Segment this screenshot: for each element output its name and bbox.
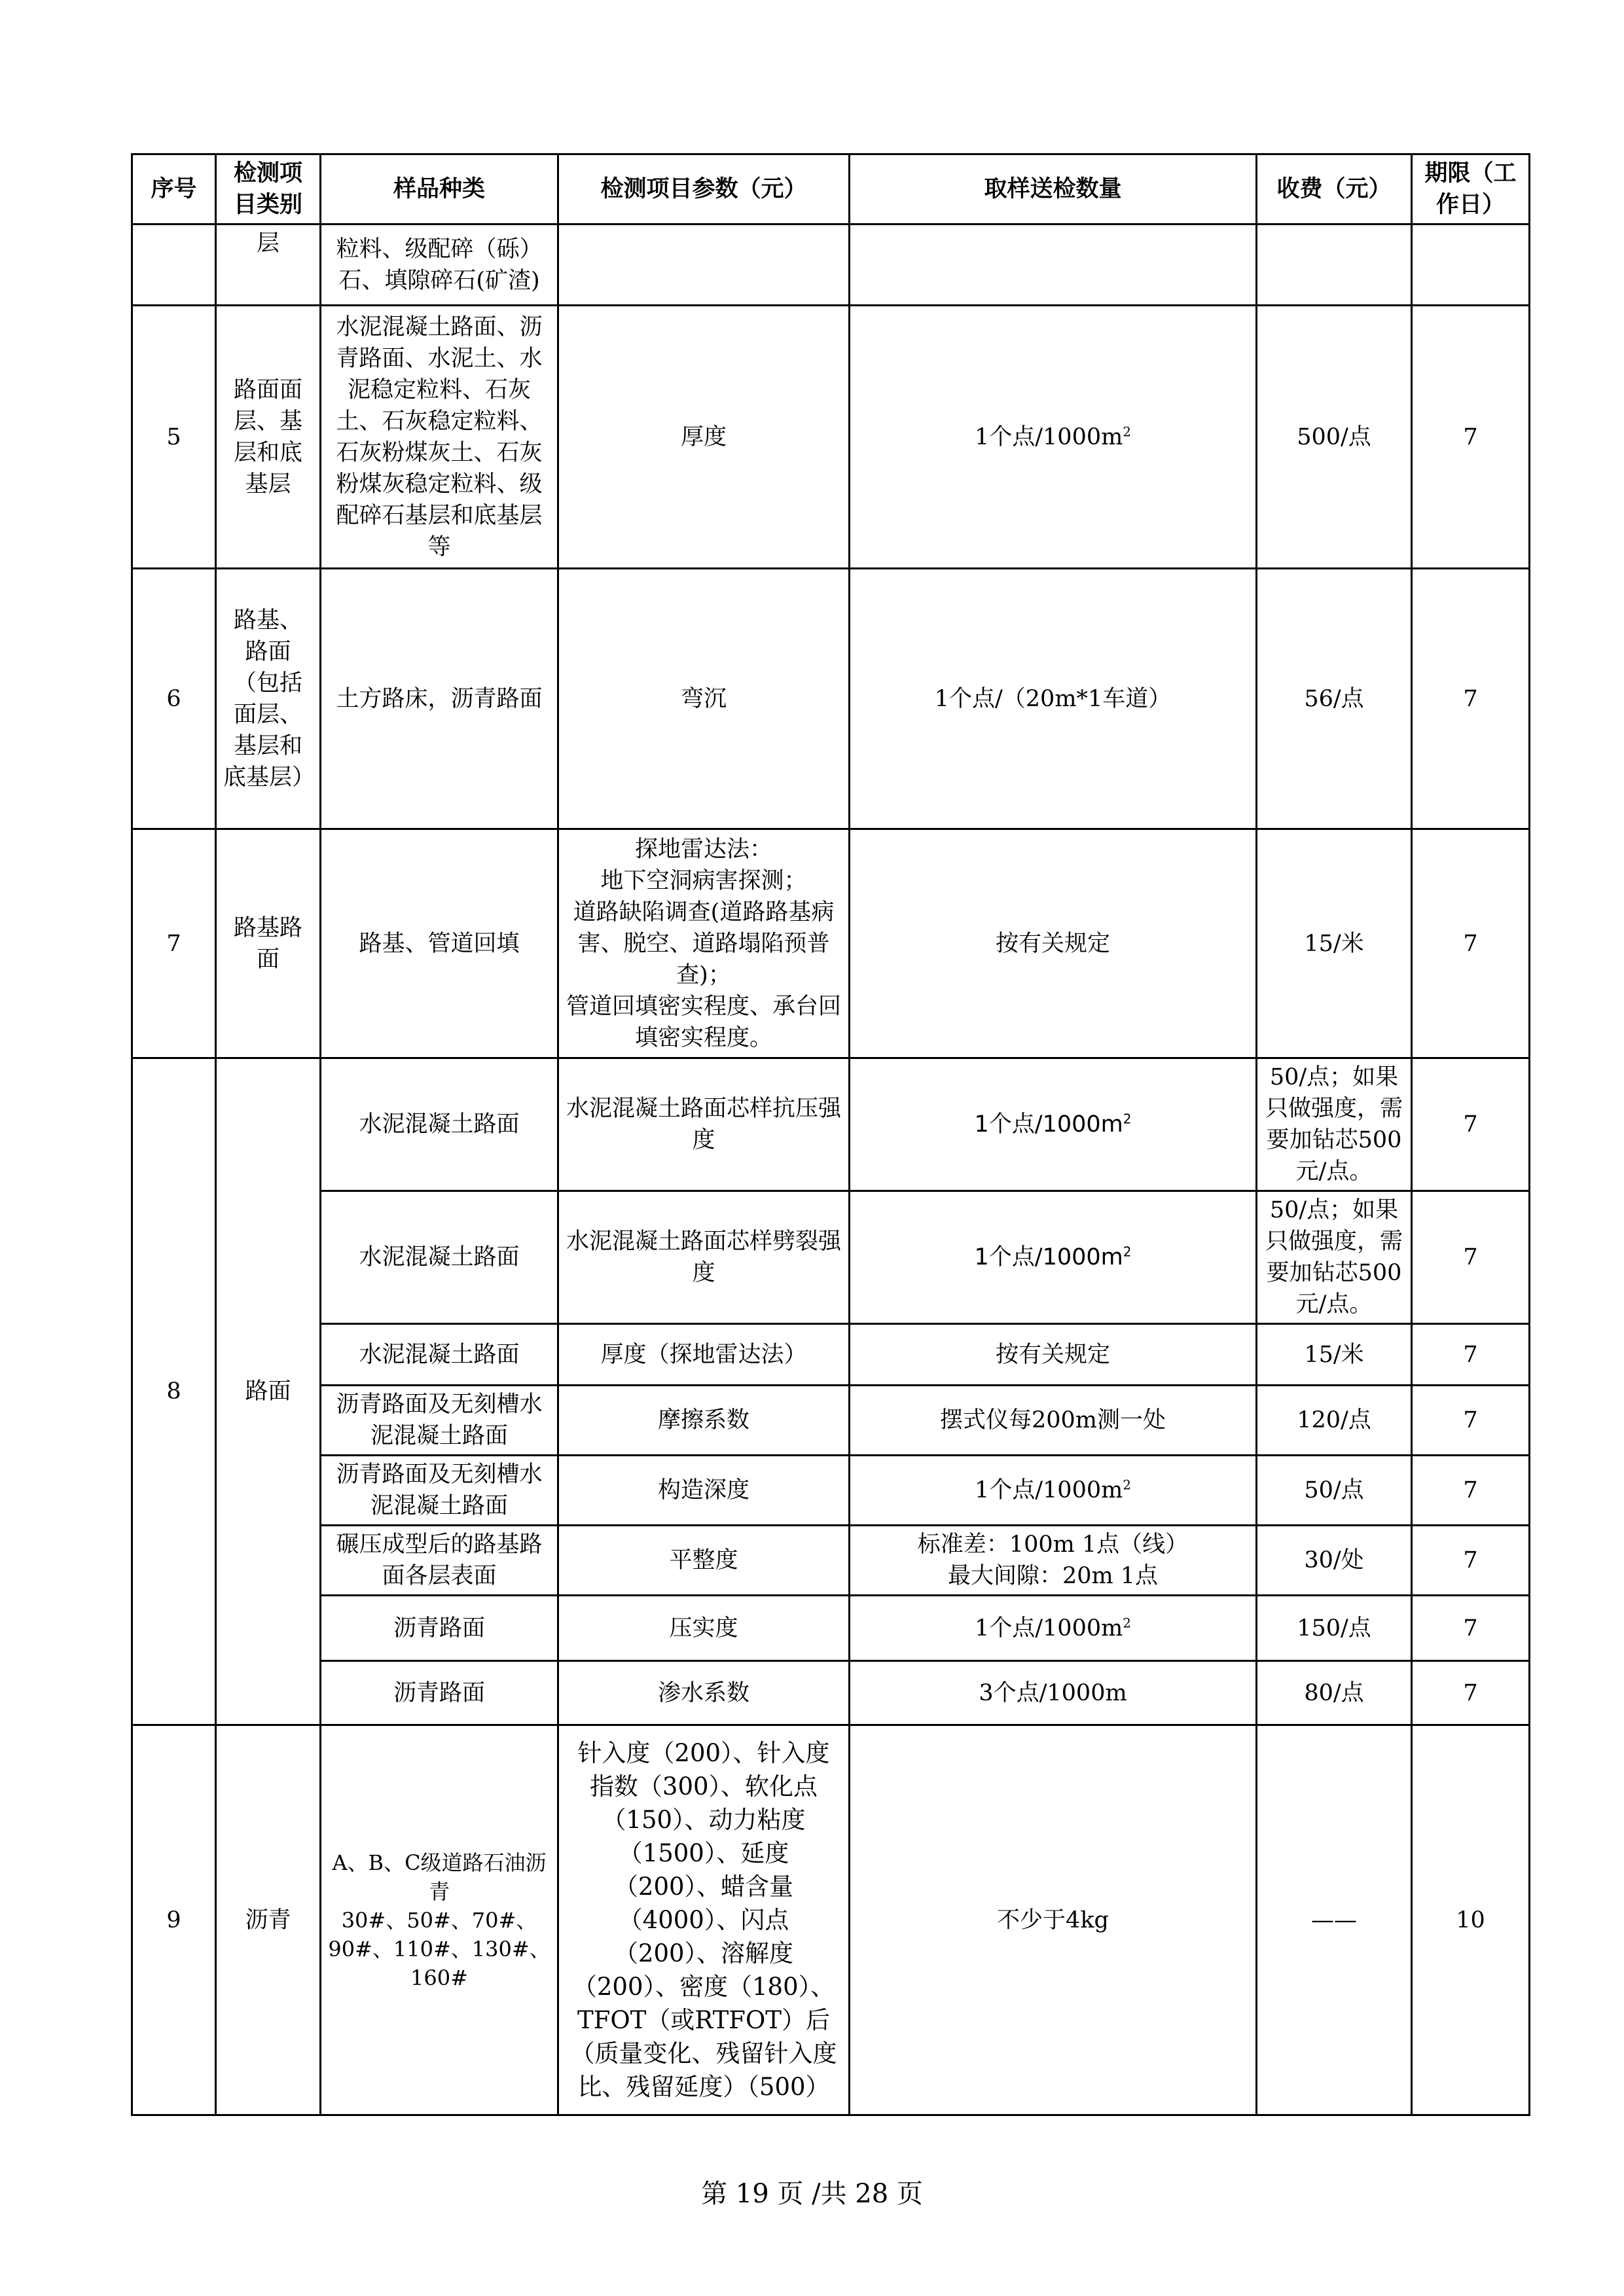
cell-category: 路面面层、基层和底基层	[216, 306, 321, 569]
table-row	[132, 306, 1530, 569]
table-row	[132, 1725, 1530, 2115]
quantity-text: 1个点/1000m	[974, 1244, 1123, 1270]
cell-fee: 50/点	[1257, 1456, 1412, 1526]
table-row	[132, 1191, 1530, 1324]
header-seq: 序号	[132, 154, 216, 224]
cell-quantity	[850, 1596, 1257, 1661]
cell-params: 厚度	[558, 306, 850, 569]
table-row	[132, 1456, 1530, 1526]
quantity-text: 1个点/1000m	[974, 1477, 1123, 1503]
table-row	[132, 1661, 1530, 1725]
cell-fee: 15/米	[1257, 1324, 1412, 1386]
cell-seq: 7	[132, 829, 216, 1058]
cell-period	[1412, 224, 1530, 306]
cell-fee: 50/点；如果只做强度，需要加钻芯500元/点。	[1257, 1191, 1412, 1324]
cell-params: 探地雷达法： 地下空洞病害探测； 道路缺陷调查(道路路基病害、脱空、道路塌陷预普查)； 管道回填密实程度、承台回填密实程度。	[558, 829, 850, 1058]
cell-quantity: 1个点/（20m*1车道）	[850, 569, 1257, 829]
cell-category: 路面	[216, 1058, 321, 1725]
cell-sample: 沥青路面及无刻槽水泥混凝土路面	[321, 1456, 558, 1526]
table-header-row	[132, 154, 1530, 224]
cell-seq: 5	[132, 306, 216, 569]
cell-sample: 土方路床，沥青路面	[321, 569, 558, 829]
cell-period: 7	[1412, 1661, 1530, 1725]
cell-sample: 沥青路面	[321, 1661, 558, 1725]
quantity-superscript: 2	[1123, 1477, 1132, 1493]
cell-fee: 150/点	[1257, 1596, 1412, 1661]
header-category: 检测项目类别	[216, 154, 321, 224]
table-row	[132, 829, 1530, 1058]
cell-params: 弯沉	[558, 569, 850, 829]
quantity-superscript: 2	[1123, 1244, 1132, 1260]
cell-params: 针入度（200）、针入度指数（300）、软化点（150）、动力粘度（1500）、延度（200）、蜡含量（4000）、闪点（200）、溶解度（200）、密度（180）、TFOT（或RTFOT）后（质量变化、残留针入度比、残留延度）（500）	[558, 1725, 850, 2115]
cell-category: 沥青	[216, 1725, 321, 2115]
cell-period: 7	[1412, 569, 1530, 829]
cell-seq: 6	[132, 569, 216, 829]
header-period: 期限（工作日）	[1412, 154, 1530, 224]
cell-fee: 80/点	[1257, 1661, 1412, 1725]
cell-period: 7	[1412, 1191, 1530, 1324]
cell-sample: 水泥混凝土路面	[321, 1058, 558, 1191]
cell-params: 摩擦系数	[558, 1386, 850, 1456]
cell-quantity: 不少于4kg	[850, 1725, 1257, 2115]
cell-fee: ——	[1257, 1725, 1412, 2115]
cell-quantity	[850, 1191, 1257, 1324]
header-sample: 样品种类	[321, 154, 558, 224]
table-row	[132, 1324, 1530, 1386]
cell-sample: 水泥混凝土路面、沥青路面、水泥土、水泥稳定粒料、石灰土、石灰稳定粒料、石灰粉煤灰土、石灰粉煤灰稳定粒料、级配碎石基层和底基层等	[321, 306, 558, 569]
cell-quantity	[850, 306, 1257, 569]
cell-params: 构造深度	[558, 1456, 850, 1526]
cell-period: 7	[1412, 1386, 1530, 1456]
table-row	[132, 569, 1530, 829]
cell-fee: 56/点	[1257, 569, 1412, 829]
cell-fee: 120/点	[1257, 1386, 1412, 1456]
quantity-superscript: 2	[1123, 423, 1132, 439]
cell-period: 7	[1412, 1526, 1530, 1596]
cell-sample: 水泥混凝土路面	[321, 1191, 558, 1324]
cell-fee: 500/点	[1257, 306, 1412, 569]
cell-sample: A、B、C级道路石油沥青 30#、50#、70#、90#、110#、130#、160#	[321, 1725, 558, 2115]
cell-quantity: 3个点/1000m	[850, 1661, 1257, 1725]
cell-fee	[1257, 224, 1412, 306]
quantity-text: 1个点/1000m	[974, 1615, 1123, 1641]
cell-category: 层	[216, 224, 321, 306]
cell-fee: 30/处	[1257, 1526, 1412, 1596]
cell-sample: 水泥混凝土路面	[321, 1324, 558, 1386]
cell-fee: 15/米	[1257, 829, 1412, 1058]
cell-params: 压实度	[558, 1596, 850, 1661]
cell-period: 7	[1412, 1324, 1530, 1386]
cell-quantity: 摆式仪每200m测一处	[850, 1386, 1257, 1456]
cell-quantity	[850, 1058, 1257, 1191]
fee-table	[131, 153, 1530, 2116]
table-row	[132, 1058, 1530, 1191]
cell-category: 路基路面	[216, 829, 321, 1058]
quantity-superscript: 2	[1123, 1111, 1132, 1127]
cell-quantity	[850, 224, 1257, 306]
cell-params: 平整度	[558, 1526, 850, 1596]
cell-sample: 沥青路面及无刻槽水泥混凝土路面	[321, 1386, 558, 1456]
cell-params: 水泥混凝土路面芯样抗压强度	[558, 1058, 850, 1191]
cell-quantity: 按有关规定	[850, 829, 1257, 1058]
page-number: 第 19 页 /共 28 页	[701, 2179, 923, 2209]
quantity-text: 1个点/1000m	[974, 1111, 1123, 1138]
table-row	[132, 224, 1530, 306]
table-row	[132, 1596, 1530, 1661]
cell-params: 水泥混凝土路面芯样劈裂强度	[558, 1191, 850, 1324]
header-quantity: 取样送检数量	[850, 154, 1257, 224]
cell-seq: 8	[132, 1058, 216, 1725]
header-params: 检测项目参数（元）	[558, 154, 850, 224]
cell-seq: 9	[132, 1725, 216, 2115]
page-footer	[0, 2173, 1624, 2210]
quantity-text: 1个点/1000m	[974, 423, 1123, 450]
cell-sample: 路基、管道回填	[321, 829, 558, 1058]
cell-period: 10	[1412, 1725, 1530, 2115]
table-row	[132, 1526, 1530, 1596]
cell-sample: 粒料、级配碎（砾）石、填隙碎石(矿渣)	[321, 224, 558, 306]
cell-fee: 50/点；如果只做强度，需要加钻芯500元/点。	[1257, 1058, 1412, 1191]
cell-sample: 碾压成型后的路基路面各层表面	[321, 1526, 558, 1596]
cell-params: 渗水系数	[558, 1661, 850, 1725]
table-row	[132, 1386, 1530, 1456]
cell-seq	[132, 224, 216, 306]
cell-params	[558, 224, 850, 306]
cell-quantity	[850, 1456, 1257, 1526]
cell-period: 7	[1412, 829, 1530, 1058]
cell-period: 7	[1412, 1058, 1530, 1191]
cell-params: 厚度（探地雷达法）	[558, 1324, 850, 1386]
cell-period: 7	[1412, 306, 1530, 569]
header-fee: 收费（元）	[1257, 154, 1412, 224]
cell-quantity: 按有关规定	[850, 1324, 1257, 1386]
cell-sample: 沥青路面	[321, 1596, 558, 1661]
cell-period: 7	[1412, 1596, 1530, 1661]
cell-category: 路基、路面（包括面层、基层和底基层）	[216, 569, 321, 829]
cell-period: 7	[1412, 1456, 1530, 1526]
cell-quantity: 标准差：100m 1点（线） 最大间隙：20m 1点	[850, 1526, 1257, 1596]
quantity-superscript: 2	[1123, 1614, 1132, 1630]
